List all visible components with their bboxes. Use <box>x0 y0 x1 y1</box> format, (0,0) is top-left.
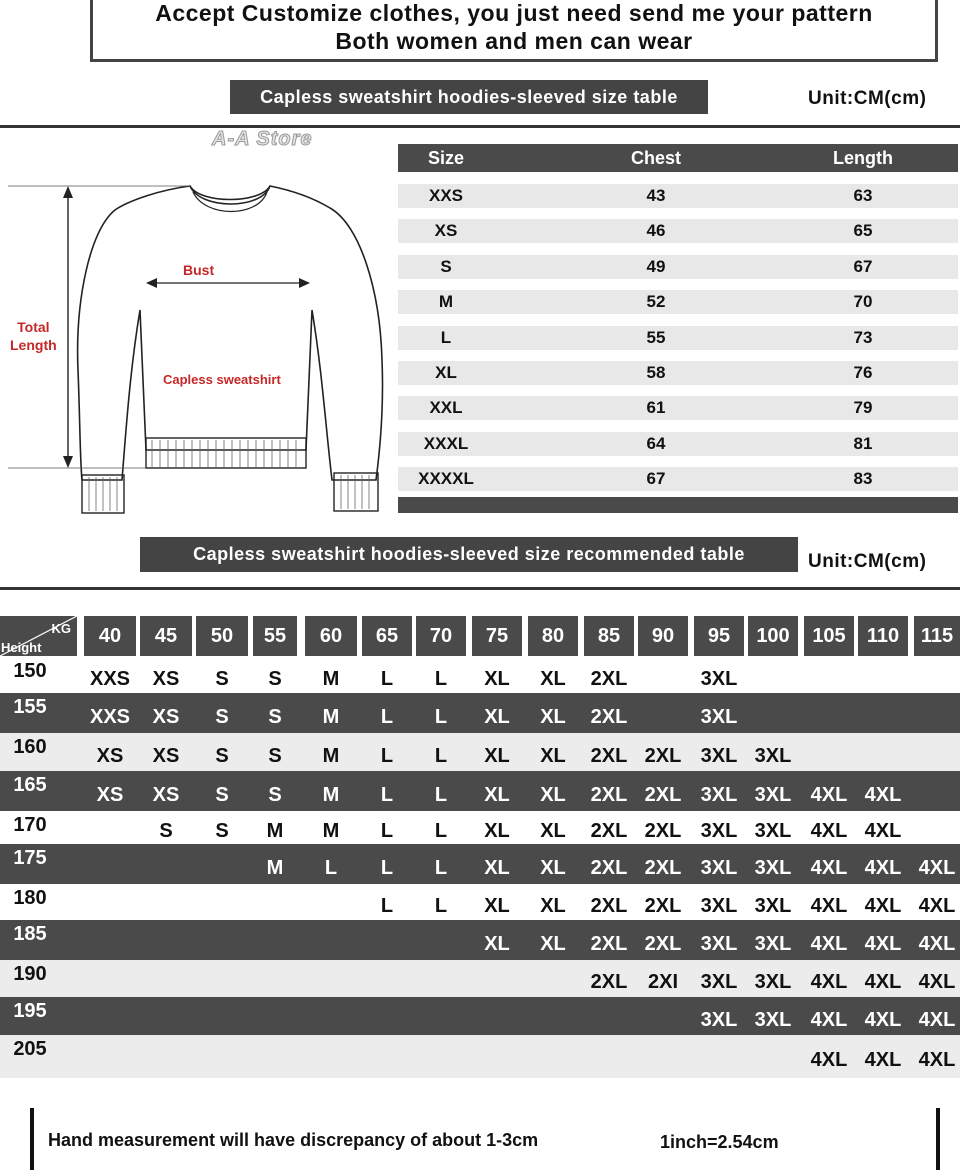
size-recommendation-cell: 4XL <box>810 856 848 879</box>
measurement-note: Hand measurement will have discrepancy of about 1-3cm <box>48 1130 539 1150</box>
size-recommendation-cell: 2XL <box>644 894 682 917</box>
size-recommendation-cell: L <box>380 783 394 806</box>
size-recommendation-cell: XL <box>484 744 510 767</box>
height-cell: 175 <box>13 847 47 869</box>
size-cell: XXL <box>429 398 463 417</box>
size-recommendation-cell: 3XL <box>754 932 792 955</box>
size-recommendation-cell: L <box>380 705 394 728</box>
size-recommendation-cell: 2XL <box>590 932 628 955</box>
weight-header-cell: 90 <box>638 616 688 656</box>
size-cell: XL <box>435 363 457 382</box>
size-recommendation-cell: 4XL <box>864 932 902 955</box>
weight-header-cell: 115 <box>914 616 960 656</box>
size-recommendation-cell: L <box>324 856 338 879</box>
size-recommendation-cell: XL <box>540 705 566 728</box>
chest-cell: 67 <box>646 469 666 488</box>
size-table-row <box>398 184 958 208</box>
height-cell: 155 <box>13 696 47 718</box>
size-recommendation-cell: 3XL <box>700 894 738 917</box>
size-recommendation-cell: 3XL <box>700 932 738 955</box>
size-table-row <box>398 396 958 420</box>
size-recommendation-cell: 4XL <box>918 1049 956 1071</box>
length-cell: 65 <box>853 221 873 240</box>
sweatshirt-diagram <box>0 170 395 530</box>
size-recommendation-cell: 2XL <box>590 894 628 917</box>
recommended-row <box>0 960 960 997</box>
size-recommendation-cell: XS <box>152 783 180 806</box>
size-cell: XXXL <box>423 434 469 453</box>
header-length: Length <box>833 147 893 168</box>
length-cell: 79 <box>853 398 873 417</box>
size-recommendation-cell: S <box>159 820 173 842</box>
weight-header-cell: 70 <box>416 616 466 656</box>
size-recommendation-cell: L <box>434 783 448 806</box>
weight-height-header <box>0 616 77 656</box>
size-recommendation-cell: 3XL <box>754 1008 792 1031</box>
size-recommendation-cell: XL <box>540 932 566 955</box>
weight-header-cell: 45 <box>140 616 192 656</box>
size-table-footer-bar <box>398 497 958 513</box>
weight-header-cell: 55 <box>253 616 297 656</box>
size-table-row <box>398 432 958 456</box>
size-recommendation-cell: L <box>380 894 394 917</box>
recommended-row <box>0 811 960 844</box>
size-recommendation-cell: 2XL <box>644 932 682 955</box>
size-recommendation-cell: S <box>215 783 229 806</box>
size-recommendation-cell: XS <box>96 744 124 767</box>
size-recommendation-cell: 4XL <box>810 932 848 955</box>
recommended-table-unit: Unit:CM(cm) <box>808 551 927 572</box>
recommended-row <box>0 884 960 920</box>
size-cell: XS <box>434 221 458 240</box>
banner-line-2: Both women and men can wear <box>335 28 693 54</box>
chest-cell: 46 <box>646 221 666 240</box>
size-table-unit: Unit:CM(cm) <box>808 88 927 109</box>
header-chest: Chest <box>630 147 681 168</box>
size-recommendation-cell: 4XL <box>918 971 956 993</box>
size-recommendation-cell: 2XL <box>590 856 628 879</box>
size-recommendation-cell: XS <box>96 783 124 806</box>
size-recommendation-cell: XXS <box>89 705 131 728</box>
size-recommendation-cell: 4XL <box>810 1049 848 1071</box>
size-recommendation-cell: 4XL <box>864 1049 902 1071</box>
total-length-label: Total Length <box>10 319 57 353</box>
size-recommendation-cell: M <box>322 744 340 767</box>
height-cell: 195 <box>13 1000 47 1022</box>
height-cell: 180 <box>13 887 47 909</box>
store-watermark: A-A Store <box>212 128 313 150</box>
size-recommendation-cell: 3XL <box>700 971 738 993</box>
chest-cell: 43 <box>646 186 666 205</box>
size-recommendation-cell: XS <box>152 744 180 767</box>
height-cell: 185 <box>13 923 47 945</box>
size-recommendation-cell: L <box>434 705 448 728</box>
size-recommendation-cell: XS <box>152 667 180 690</box>
size-recommendation-cell: XL <box>540 783 566 806</box>
size-cell: XXS <box>428 186 464 205</box>
chest-cell: 55 <box>646 328 666 347</box>
size-table-row <box>398 467 958 491</box>
length-cell: 63 <box>853 186 873 205</box>
chest-cell: 52 <box>646 292 666 311</box>
size-recommendation-cell: 4XL <box>918 856 956 879</box>
size-recommendation-cell: 4XL <box>810 1008 848 1031</box>
size-recommendation-cell: 4XL <box>918 894 956 917</box>
size-cell: L <box>440 328 452 347</box>
size-recommendation-cell: M <box>322 705 340 728</box>
size-recommendation-cell: 4XL <box>864 783 902 806</box>
size-recommendation-cell: 4XL <box>864 820 902 842</box>
size-recommendation-cell: M <box>322 783 340 806</box>
size-recommendation-cell: L <box>434 856 448 879</box>
recommended-row <box>0 997 960 1035</box>
size-recommendation-cell: 2XL <box>590 783 628 806</box>
size-recommendation-cell: L <box>380 744 394 767</box>
size-recommendation-cell: 4XL <box>918 932 956 955</box>
size-recommendation-cell: XL <box>540 856 566 879</box>
size-recommendation-cell: S <box>215 744 229 767</box>
size-recommendation-cell: 3XL <box>700 667 738 690</box>
size-recommendation-cell: L <box>434 744 448 767</box>
weight-header-cell: 75 <box>472 616 522 656</box>
length-cell: 73 <box>853 328 873 347</box>
size-recommendation-cell: S <box>268 744 282 767</box>
size-table-row <box>398 219 958 243</box>
weight-header-cell: 100 <box>748 616 798 656</box>
height-cell: 170 <box>13 814 47 836</box>
size-recommendation-cell: M <box>322 667 340 690</box>
size-recommendation-cell: 3XL <box>754 894 792 917</box>
weight-header-cell: 60 <box>305 616 357 656</box>
size-recommendation-cell: L <box>434 667 448 690</box>
size-recommendation-cell: 3XL <box>700 744 738 767</box>
kg-label: KG <box>51 621 71 636</box>
weight-header-cell: 110 <box>858 616 908 656</box>
size-recommendation-cell: 2XL <box>644 783 682 806</box>
size-recommendation-cell: 3XL <box>754 744 792 767</box>
size-recommendation-cell: XL <box>484 894 510 917</box>
height-cell: 190 <box>13 963 47 985</box>
size-table-header <box>398 144 958 172</box>
size-recommendation-cell: 3XL <box>754 971 792 993</box>
size-recommendation-cell: XL <box>540 667 566 690</box>
height-cell: 150 <box>13 660 47 682</box>
size-recommendation-cell: 4XL <box>918 1008 956 1031</box>
size-recommendation-cell: 4XL <box>864 971 902 993</box>
inch-conversion: 1inch=2.54cm <box>660 1132 779 1152</box>
height-cell: 165 <box>13 774 47 796</box>
height-label: Height <box>1 640 42 655</box>
size-recommendation-cell: 4XL <box>864 856 902 879</box>
recommended-row <box>0 1035 960 1078</box>
size-recommendation-cell: L <box>380 667 394 690</box>
size-recommendation-cell: 2XL <box>590 667 628 690</box>
weight-header-cell: 105 <box>804 616 854 656</box>
recommended-row <box>0 693 960 733</box>
size-recommendation-cell: XL <box>484 932 510 955</box>
weight-header-cell: 80 <box>528 616 578 656</box>
size-recommendation-cell: XL <box>484 856 510 879</box>
chest-cell: 64 <box>646 434 666 453</box>
weight-header-cell: 85 <box>584 616 634 656</box>
size-recommendation-cell: 3XL <box>700 1008 738 1031</box>
size-recommendation-cell: XS <box>152 705 180 728</box>
length-cell: 76 <box>853 363 873 382</box>
size-recommendation-cell: 3XL <box>700 820 738 842</box>
size-recommendation-cell: XXS <box>89 667 131 690</box>
size-table-row <box>398 290 958 314</box>
size-recommendation-cell: 3XL <box>754 856 792 879</box>
size-recommendation-cell: L <box>380 820 394 842</box>
divider <box>0 587 960 590</box>
recommended-row <box>0 733 960 771</box>
size-recommendation-cell: L <box>380 856 394 879</box>
size-recommendation-cell: XL <box>484 820 510 842</box>
weight-header-cell: 50 <box>196 616 248 656</box>
size-recommendation-cell: 4XL <box>864 1008 902 1031</box>
size-table-title: Capless sweatshirt hoodies-sleeved size table <box>230 80 708 114</box>
banner-line-1: Accept Customize clothes, you just need send me your pattern <box>155 0 873 26</box>
size-table-row <box>398 255 958 279</box>
size-recommendation-cell: M <box>266 820 284 842</box>
size-cell: S <box>440 257 452 276</box>
size-recommendation-cell: 2XL <box>644 820 682 842</box>
size-recommendation-cell: 2XL <box>590 705 628 728</box>
chest-cell: 61 <box>646 398 666 417</box>
chest-cell: 58 <box>646 363 666 382</box>
size-recommendation-cell: S <box>215 820 229 842</box>
size-recommendation-cell: 2XL <box>644 856 682 879</box>
length-cell: 81 <box>853 434 873 453</box>
size-recommendation-cell: 2XL <box>644 744 682 767</box>
size-recommendation-cell: S <box>215 705 229 728</box>
size-recommendation-cell: S <box>215 667 229 690</box>
chest-cell: 49 <box>646 257 666 276</box>
size-recommendation-cell: 3XL <box>700 783 738 806</box>
recommended-row <box>0 920 960 960</box>
weight-header-cell: 95 <box>694 616 744 656</box>
size-recommendation-cell: S <box>268 705 282 728</box>
length-cell: 70 <box>853 292 873 311</box>
size-cell: XXXXL <box>418 469 474 488</box>
size-recommendation-cell: XL <box>484 667 510 690</box>
size-recommendation-cell: 2XL <box>590 971 628 993</box>
size-recommendation-cell: XL <box>540 820 566 842</box>
size-recommendation-cell: XL <box>540 744 566 767</box>
size-recommendation-cell: 3XL <box>700 856 738 879</box>
recommended-row <box>0 844 960 884</box>
size-recommendation-cell: 4XL <box>810 783 848 806</box>
size-recommendation-cell: XL <box>484 783 510 806</box>
size-recommendation-cell: M <box>266 856 284 879</box>
height-cell: 205 <box>13 1038 47 1060</box>
size-recommendation-cell: S <box>268 783 282 806</box>
size-recommendation-cell: 3XL <box>754 783 792 806</box>
length-cell: 67 <box>853 257 873 276</box>
size-recommendation-cell: 3XL <box>754 820 792 842</box>
size-recommendation-cell: L <box>434 894 448 917</box>
height-cell: 160 <box>13 736 47 758</box>
size-recommendation-cell: S <box>268 667 282 690</box>
length-cell: 83 <box>853 469 873 488</box>
size-recommendation-cell: 2XI <box>647 971 679 993</box>
weight-header-cell: 40 <box>84 616 136 656</box>
bust-label: Bust <box>183 262 215 278</box>
size-recommendation-cell: 2XL <box>590 744 628 767</box>
size-recommendation-cell: 4XL <box>810 971 848 993</box>
recommended-row <box>0 657 960 693</box>
size-recommendation-cell: 2XL <box>590 820 628 842</box>
size-table-row <box>398 326 958 350</box>
recommended-row <box>0 771 960 811</box>
size-recommendation-cell: 4XL <box>810 894 848 917</box>
size-recommendation-cell: 3XL <box>700 705 738 728</box>
product-label: Capless sweatshirt <box>163 372 281 387</box>
recommended-table-title: Capless sweatshirt hoodies-sleeved size recommended table <box>140 537 798 572</box>
size-recommendation-cell: L <box>434 820 448 842</box>
size-table-row <box>398 361 958 385</box>
size-recommendation-cell: XL <box>540 894 566 917</box>
weight-header-cell: 65 <box>362 616 412 656</box>
divider <box>0 125 960 128</box>
size-recommendation-cell: 4XL <box>810 820 848 842</box>
size-cell: M <box>438 292 454 311</box>
size-recommendation-cell: XL <box>484 705 510 728</box>
size-recommendation-cell: M <box>322 820 340 842</box>
header-size: Size <box>427 147 465 168</box>
size-recommendation-cell: 4XL <box>864 894 902 917</box>
